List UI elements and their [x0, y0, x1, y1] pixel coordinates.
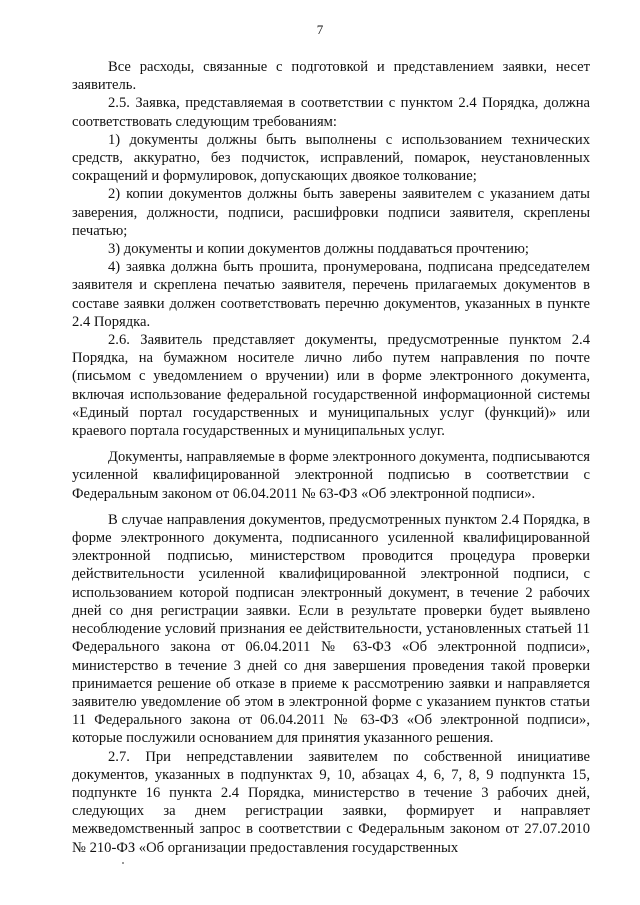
- page-number: 7: [316, 22, 324, 37]
- paragraph-requirement-3: 3) документы и копии документов должны поддаваться прочтению;: [108, 241, 529, 258]
- paragraph-2-6: 2.6. Заявитель представляет документы, предусмотренные пунктом 2.4 Порядка, на бумажном носителе лично либо путем направления по почте (письмом с уведомлением о вручении) или в форме электронного документа, включая использование федеральной государственной информационной системы «Единый портал государственных и муниципальных услуг (функций)» или краевого портала государственных и муниципальных услуг.: [72, 332, 590, 440]
- paragraph-2-7: 2.7. При непредставлении заявителем по собственной инициативе документов, указанных в подпунктах 9, 10, абзацах 4, 6, 7, 8, 9 подпункта 15, подпункте 16 пункта 2.4 Порядка, министерство в течение 3 рабочих дней, следующих за днем регистрации заявки, формирует и направляет межведомственный запрос в соответствии с Федеральным законом от 27.07.2010 № 210-ФЗ «Об организации предоставления государственных: [72, 748, 590, 856]
- paragraph-electronic-documents: Документы, направляемые в форме электронного документа, подписываются усиленной квалифицированной электронной подписью в соответствии с Федеральным законом от 06.04.2011 № 63-ФЗ «Об электронной подписи».: [72, 449, 590, 502]
- paragraph-requirement-4: 4) заявка должна быть прошита, пронумерована, подписана председателем заявителя и скреплена печатью заявителя, перечень прилагаемых документов в составе заявки должен соответствовать перечню документов, указанных в пункте 2.4 Порядка.: [72, 259, 590, 330]
- paragraph-requirement-1: 1) документы должны быть выполнены с использованием технических средств, аккуратно, без подчисток, исправлений, помарок, неустановленных сокращений и формулировок, допускающих двоякое толкование;: [72, 131, 590, 185]
- paragraph-requirement-2: 2) копии документов должны быть заверены заявителем с указанием даты заверения, должности, подписи, расшифровки подписи заявителя, скреплены печатью;: [72, 186, 590, 239]
- paragraph-expenses: Все расходы, связанные с подготовкой и представлением заявки, несет заявитель.: [72, 59, 590, 94]
- scan-speck: [122, 862, 124, 864]
- paragraph-2-5: 2.5. Заявка, представляемая в соответствии с пунктом 2.4 Порядка, должна соответствовать следующим требованиям:: [72, 95, 590, 130]
- paragraph-signature-verification: В случае направления документов, предусмотренных пунктом 2.4 Порядка, в форме электронного документа, подписанного усиленной квалифицированной электронной подписью, министерством проводится процедура проверки действительности усиленной квалифицированной электронной подписи, с использованием которой подписан электронный документ, в течение 2 рабочих дней со дня регистрации заявки. Если в результате проверки будет выявлено несоблюдение условий признания ее действительности, установленных статьей 11 Федерального закона от 06.04.2011 № 63-ФЗ «Об электронной подписи», министерство в течение 3 дней со дня завершения проведения такой проверки принимается решение об отказе в приеме к рассмотрению заявки и направляется заявителю уведомление об этом в электронной форме с указанием пунктов статьи 11 Федерального закона от 06.04.2011 № 63-ФЗ «Об электронной подписи», которые послужили основанием для принятия указанного решения.: [72, 511, 590, 747]
- document-body: [72, 58, 590, 857]
